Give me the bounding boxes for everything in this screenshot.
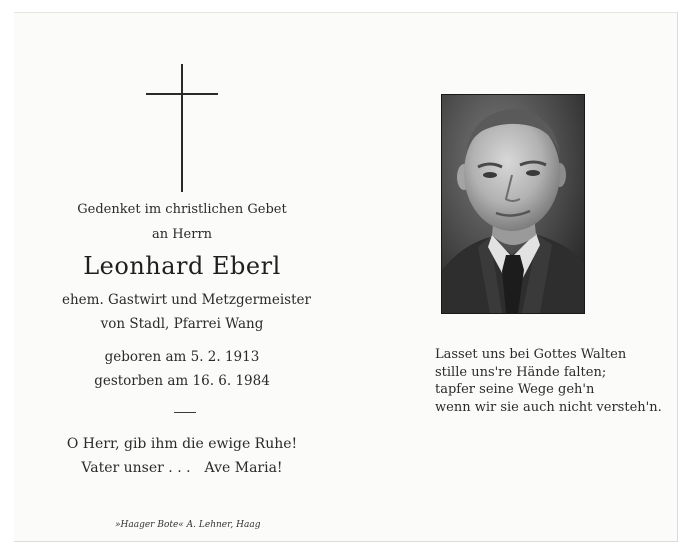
- poem-block: [435, 346, 662, 416]
- intro-line-addressee: an Herrn: [151, 227, 213, 242]
- portrait-illustration: [442, 95, 584, 313]
- prayer-line: O Herr, gib ihm die ewige Ruhe!: [66, 436, 298, 452]
- printer-imprint: »Haager Bote« A. Lehner, Haag: [115, 520, 261, 530]
- prayer-line-2: [62, 459, 302, 477]
- cross-icon-bar: [146, 93, 218, 95]
- prayer-ave-maria: Ave Maria!: [204, 460, 283, 476]
- poem-line: Lasset uns bei Gottes Walten: [435, 347, 627, 362]
- residence-text: von Stadl, Pfarrei Wang: [100, 316, 264, 332]
- intro-line: Gedenket im christlichen Gebet: [77, 202, 287, 217]
- deceased-name: Leonhard Eberl: [83, 252, 281, 280]
- death-date: gestorben am 16. 6. 1984: [94, 373, 270, 389]
- poem-line: wenn wir sie auch nicht versteh'n.: [435, 399, 662, 415]
- prayer-vater-unser: Vater unser . . .: [81, 460, 191, 476]
- poem-line: tapfer seine Wege geh'n: [435, 382, 595, 397]
- cross-icon: [181, 64, 183, 192]
- birth-date: geboren am 5. 2. 1913: [104, 349, 260, 365]
- poem-line: stille uns're Hände falten;: [435, 364, 607, 380]
- portrait-photo: [441, 94, 585, 314]
- divider-line: [174, 412, 196, 413]
- occupation-text: ehem. Gastwirt und Metzgermeister: [62, 292, 311, 308]
